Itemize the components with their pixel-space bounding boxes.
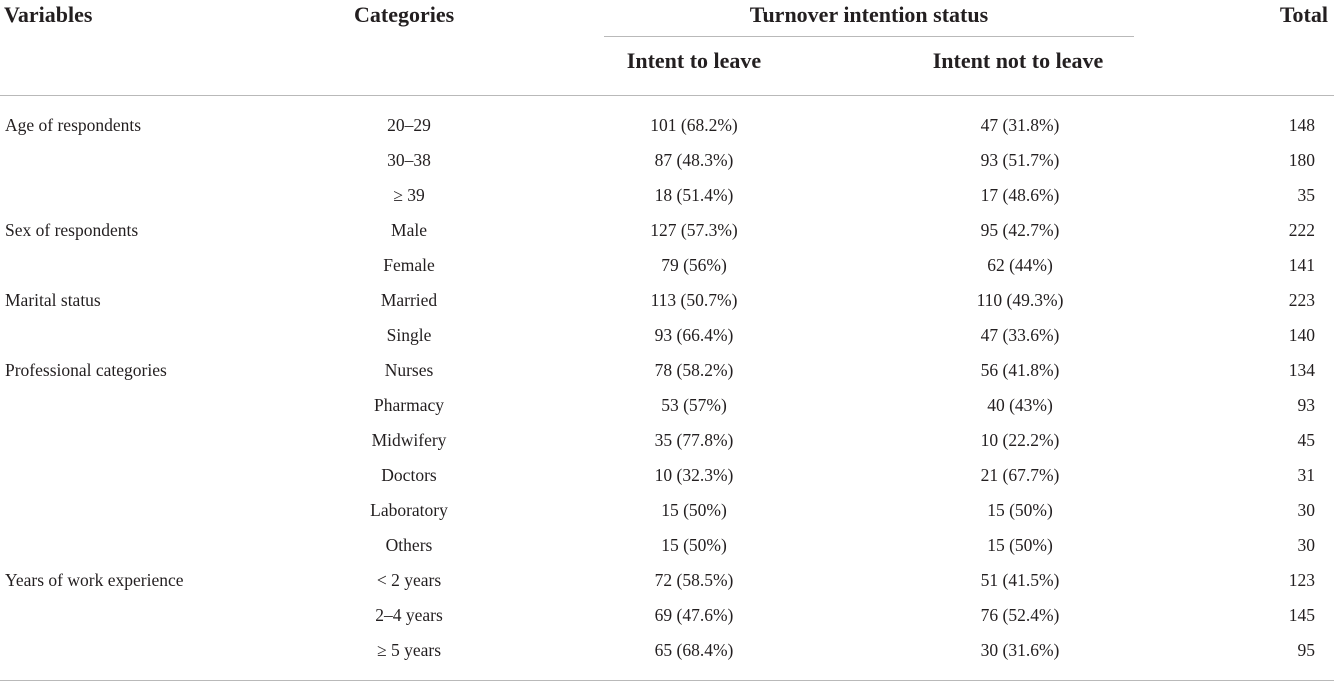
intent-not-to-leave-cell: 56 (41.8%) <box>980 360 1060 380</box>
variable-cell: Marital status <box>5 290 101 310</box>
table-row <box>0 143 1334 178</box>
table-body <box>0 108 1334 668</box>
header-intent-to-leave: Intent to leave <box>626 48 762 73</box>
total-cell: 180 <box>1288 150 1315 170</box>
category-cell: Male <box>391 220 427 240</box>
table-row <box>0 213 1334 248</box>
intent-to-leave-cell: 127 (57.3%) <box>650 220 738 240</box>
header-variables: Variables <box>4 2 93 27</box>
total-cell: 30 <box>1297 500 1315 520</box>
table-row <box>0 283 1334 318</box>
table-row <box>0 458 1334 493</box>
total-cell: 93 <box>1297 395 1315 415</box>
category-cell: Female <box>383 255 435 275</box>
intent-not-to-leave-cell: 76 (52.4%) <box>980 605 1060 625</box>
category-cell: Single <box>386 325 432 345</box>
intent-not-to-leave-cell: 110 (49.3%) <box>976 290 1064 310</box>
category-cell: Laboratory <box>370 500 448 520</box>
table-row <box>0 388 1334 423</box>
intent-to-leave-cell: 79 (56%) <box>661 255 727 275</box>
variable-cell: Sex of respondents <box>5 220 139 240</box>
table-row <box>0 178 1334 213</box>
category-cell: Others <box>385 535 433 555</box>
intent-to-leave-cell: 101 (68.2%) <box>650 115 738 135</box>
variable-cell: Age of respondents <box>5 115 142 135</box>
intent-not-to-leave-cell: 47 (33.6%) <box>980 325 1060 345</box>
total-cell: 134 <box>1288 360 1315 380</box>
intent-not-to-leave-cell: 15 (50%) <box>987 500 1053 520</box>
total-cell: 35 <box>1297 185 1315 205</box>
header-rule <box>0 95 1334 96</box>
total-cell: 223 <box>1288 290 1315 310</box>
table-row <box>0 633 1334 668</box>
intent-to-leave-cell: 53 (57%) <box>661 395 727 415</box>
intent-to-leave-cell: 113 (50.7%) <box>650 290 738 310</box>
table-row <box>0 598 1334 633</box>
table-row <box>0 493 1334 528</box>
intent-not-to-leave-cell: 51 (41.5%) <box>980 570 1060 590</box>
intent-not-to-leave-cell: 62 (44%) <box>987 255 1053 275</box>
intent-not-to-leave-cell: 93 (51.7%) <box>980 150 1060 170</box>
intent-not-to-leave-cell: 40 (43%) <box>987 395 1053 415</box>
category-cell: ≥ 39 <box>393 185 425 205</box>
category-cell: Midwifery <box>371 430 447 450</box>
intent-not-to-leave-cell: 47 (31.8%) <box>980 115 1060 135</box>
header-total: Total <box>1279 2 1328 27</box>
header-group-rule <box>604 36 1134 37</box>
variable-cell: Years of work experience <box>5 570 184 590</box>
intent-not-to-leave-cell: 10 (22.2%) <box>980 430 1060 450</box>
table-row <box>0 318 1334 353</box>
total-cell: 123 <box>1288 570 1315 590</box>
category-cell: 30–38 <box>387 150 431 170</box>
table-row <box>0 563 1334 598</box>
total-cell: 145 <box>1288 605 1315 625</box>
total-cell: 140 <box>1288 325 1315 345</box>
header-categories: Categories <box>354 2 455 27</box>
table-row <box>0 423 1334 458</box>
category-cell: 2–4 years <box>375 605 443 625</box>
bottom-rule <box>0 680 1334 681</box>
category-cell: Doctors <box>381 465 437 485</box>
total-cell: 45 <box>1297 430 1315 450</box>
intent-not-to-leave-cell: 15 (50%) <box>987 535 1053 555</box>
total-cell: 141 <box>1288 255 1315 275</box>
intent-to-leave-cell: 93 (66.4%) <box>654 325 734 345</box>
category-cell: Pharmacy <box>374 395 444 415</box>
intent-to-leave-cell: 72 (58.5%) <box>654 570 734 590</box>
category-cell: ≥ 5 years <box>376 640 442 660</box>
total-cell: 30 <box>1297 535 1315 555</box>
intent-not-to-leave-cell: 95 (42.7%) <box>980 220 1060 240</box>
intent-not-to-leave-cell: 30 (31.6%) <box>980 640 1060 660</box>
header-turnover-status: Turnover intention status <box>749 2 989 27</box>
intent-to-leave-cell: 69 (47.6%) <box>654 605 734 625</box>
intent-to-leave-cell: 35 (77.8%) <box>654 430 734 450</box>
intent-to-leave-cell: 87 (48.3%) <box>654 150 734 170</box>
header-intent-not-to-leave: Intent not to leave <box>932 48 1104 73</box>
total-cell: 222 <box>1288 220 1315 240</box>
category-cell: Nurses <box>384 360 434 380</box>
intent-to-leave-cell: 18 (51.4%) <box>654 185 734 205</box>
intent-to-leave-cell: 65 (68.4%) <box>654 640 734 660</box>
intent-to-leave-cell: 15 (50%) <box>661 535 727 555</box>
table-row <box>0 353 1334 388</box>
intent-to-leave-cell: 78 (58.2%) <box>654 360 734 380</box>
category-cell: Married <box>380 290 438 310</box>
intent-not-to-leave-cell: 21 (67.7%) <box>980 465 1060 485</box>
table-row <box>0 248 1334 283</box>
total-cell: 31 <box>1297 465 1315 485</box>
table-row <box>0 528 1334 563</box>
category-cell: < 2 years <box>376 570 442 590</box>
intent-to-leave-cell: 10 (32.3%) <box>654 465 734 485</box>
intent-to-leave-cell: 15 (50%) <box>661 500 727 520</box>
intent-not-to-leave-cell: 17 (48.6%) <box>980 185 1060 205</box>
category-cell: 20–29 <box>387 115 431 135</box>
table-row <box>0 108 1334 143</box>
total-cell: 148 <box>1288 115 1315 135</box>
total-cell: 95 <box>1297 640 1315 660</box>
variable-cell: Professional categories <box>5 360 167 380</box>
